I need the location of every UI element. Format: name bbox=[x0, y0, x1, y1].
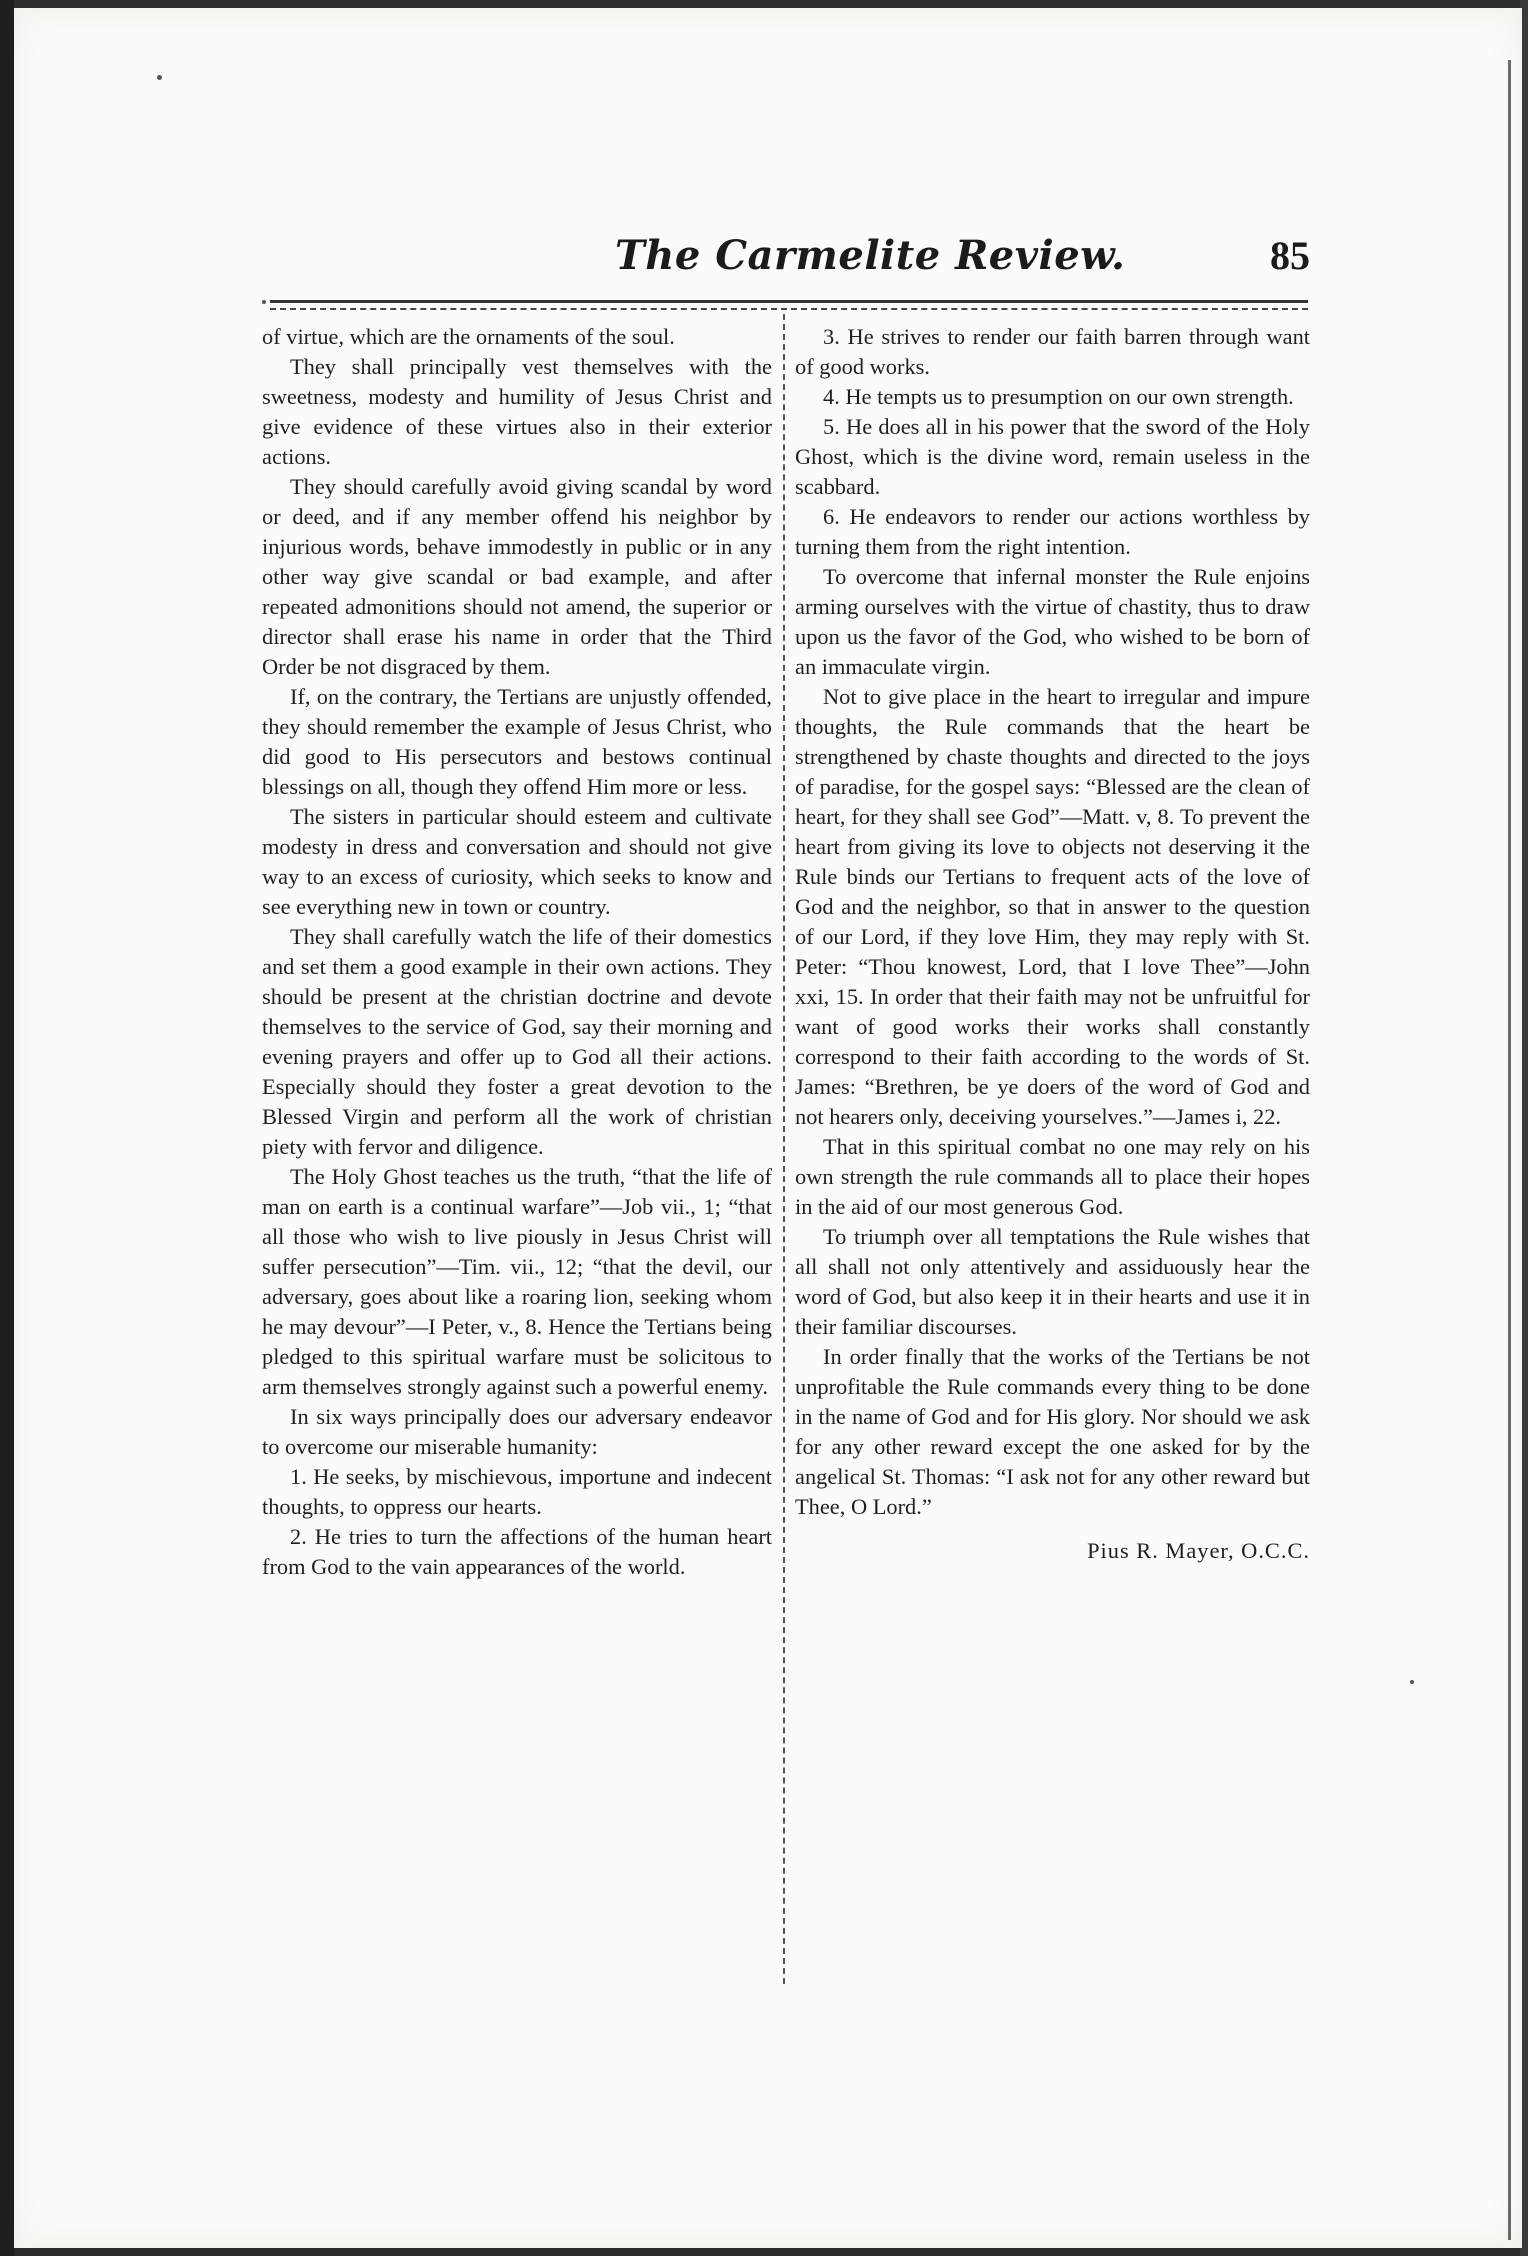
paragraph: They shall carefully watch the life of their domestics and set them a good example in their own actions. They should be present at the christian doctrine and devote themselves to the service of God, say their morning and evening prayers and offer up to God all their actions. Especially should they foster a great devotion to the Blessed Virgin and perform all the work of christian piety with fervor and diligence. bbox=[262, 924, 772, 1159]
page-number: 85 bbox=[1270, 233, 1310, 278]
scan-speck bbox=[1410, 1680, 1414, 1684]
list-item: 5. He does all in his power that the sword of the Holy Ghost, which is the divine word, remain useless in the scabbard. bbox=[795, 414, 1310, 499]
paragraph: If, on the contrary, the Tertians are unjustly offended, they should remember the example of Jesus Christ, who did good to His persecutors and bestows continual blessings on all, though they offend Him more or less. bbox=[262, 684, 772, 799]
left-column bbox=[262, 322, 772, 1582]
scan-speck bbox=[262, 300, 266, 304]
list-item: 6. He endeavors to render our actions worthless by turning them from the right intention. bbox=[795, 504, 1310, 559]
paragraph: In six ways principally does our adversary endeavor to overcome our miserable humanity: bbox=[262, 1404, 772, 1459]
header-rule-dashed bbox=[270, 308, 1308, 310]
paragraph: That in this spiritual combat no one may rely on his own strength the rule commands all to place their hopes in the aid of our most generous God. bbox=[795, 1134, 1310, 1219]
paragraph: They should carefully avoid giving scandal by word or deed, and if any member offend his neighbor by injurious words, behave immodestly in public or in any other way give scandal or bad example, and after repeated admonitions should not amend, the superior or director shall erase his name in order that the Third Order be not disgraced by them. bbox=[262, 474, 772, 679]
paragraph: Not to give place in the heart to irregular and impure thoughts, the Rule commands that the heart be strengthened by chaste thoughts and directed to the joys of paradise, for the gospel says: “Blessed are the clean of heart, for they shall see God”—Matt. v, 8. To prevent the heart from giving its love to objects not deserving it the Rule binds our Tertians to frequent acts of the love of God and the neighbor, so that in answer to the question of our Lord, if they love Him, they may reply with St. Peter: “Thou knowest, Lord, that I love Thee”—John xxi, 15. In order that their faith may not be unfruitful for want of good works their works shall constantly correspond to their faith according to the words of St. James: “Brethren, be ye doers of the word of God and not hearers only, deceiving yourselves.”—James i, 22. bbox=[795, 684, 1310, 1129]
running-title: The Carmelite Review. bbox=[615, 232, 1126, 279]
column-divider bbox=[783, 314, 785, 1984]
paragraph: They shall principally vest themselves with the sweetness, modesty and humility of Jesus Christ and give evidence of these virtues also in their exterior actions. bbox=[262, 354, 772, 469]
running-header bbox=[270, 232, 1310, 292]
page-edge bbox=[1508, 60, 1511, 2240]
paragraph: The Holy Ghost teaches us the truth, “that the life of man on earth is a continual warfare”—Job vii., 1; “that all those who wish to live piously in Jesus Christ will suffer persecution”—Tim. vii., 12; “that the devil, our adversary, goes about like a roaring lion, seeking whom he may devour”—I Peter, v., 8. Hence the Tertians being pledged to this spiritual warfare must be solicitous to arm themselves strongly against such a powerful enemy. bbox=[262, 1164, 772, 1399]
list-item: 4. He tempts us to presumption on our own strength. bbox=[823, 384, 1294, 409]
list-item: 3. He strives to render our faith barren through want of good works. bbox=[795, 324, 1310, 379]
scan-speck bbox=[157, 75, 162, 80]
paragraph: The sisters in particular should esteem and cultivate modesty in dress and conversation and should not give way to an excess of curiosity, which seeks to know and see everything new in town or country. bbox=[262, 804, 772, 919]
paragraph: To overcome that infernal monster the Rule enjoins arming ourselves with the virtue of chastity, thus to draw upon us the favor of the God, who wished to be born of an immaculate virgin. bbox=[795, 564, 1310, 679]
scan-border-left bbox=[0, 0, 14, 2256]
author-signature: Pius R. Mayer, O.C.C. bbox=[1087, 1538, 1310, 1563]
paragraph: of virtue, which are the ornaments of the soul. bbox=[262, 324, 675, 349]
right-column bbox=[795, 322, 1310, 1566]
list-item: 2. He tries to turn the affections of the human heart from God to the vain appearances of the world. bbox=[262, 1524, 772, 1579]
paragraph: In order finally that the works of the Tertians be not unprofitable the Rule commands every thing to be done in the name of God and for His glory. Nor should we ask for any other reward except the one asked for by the angelical St. Thomas: “I ask not for any other reward but Thee, O Lord.” bbox=[795, 1344, 1310, 1519]
list-item: 1. He seeks, by mischievous, importune and indecent thoughts, to oppress our hearts. bbox=[262, 1464, 772, 1519]
header-rule bbox=[270, 300, 1308, 303]
paragraph: To triumph over all temptations the Rule wishes that all shall not only attentively and assiduously hear the word of God, but also keep it in their hearts and use it in their familiar discourses. bbox=[795, 1224, 1310, 1339]
